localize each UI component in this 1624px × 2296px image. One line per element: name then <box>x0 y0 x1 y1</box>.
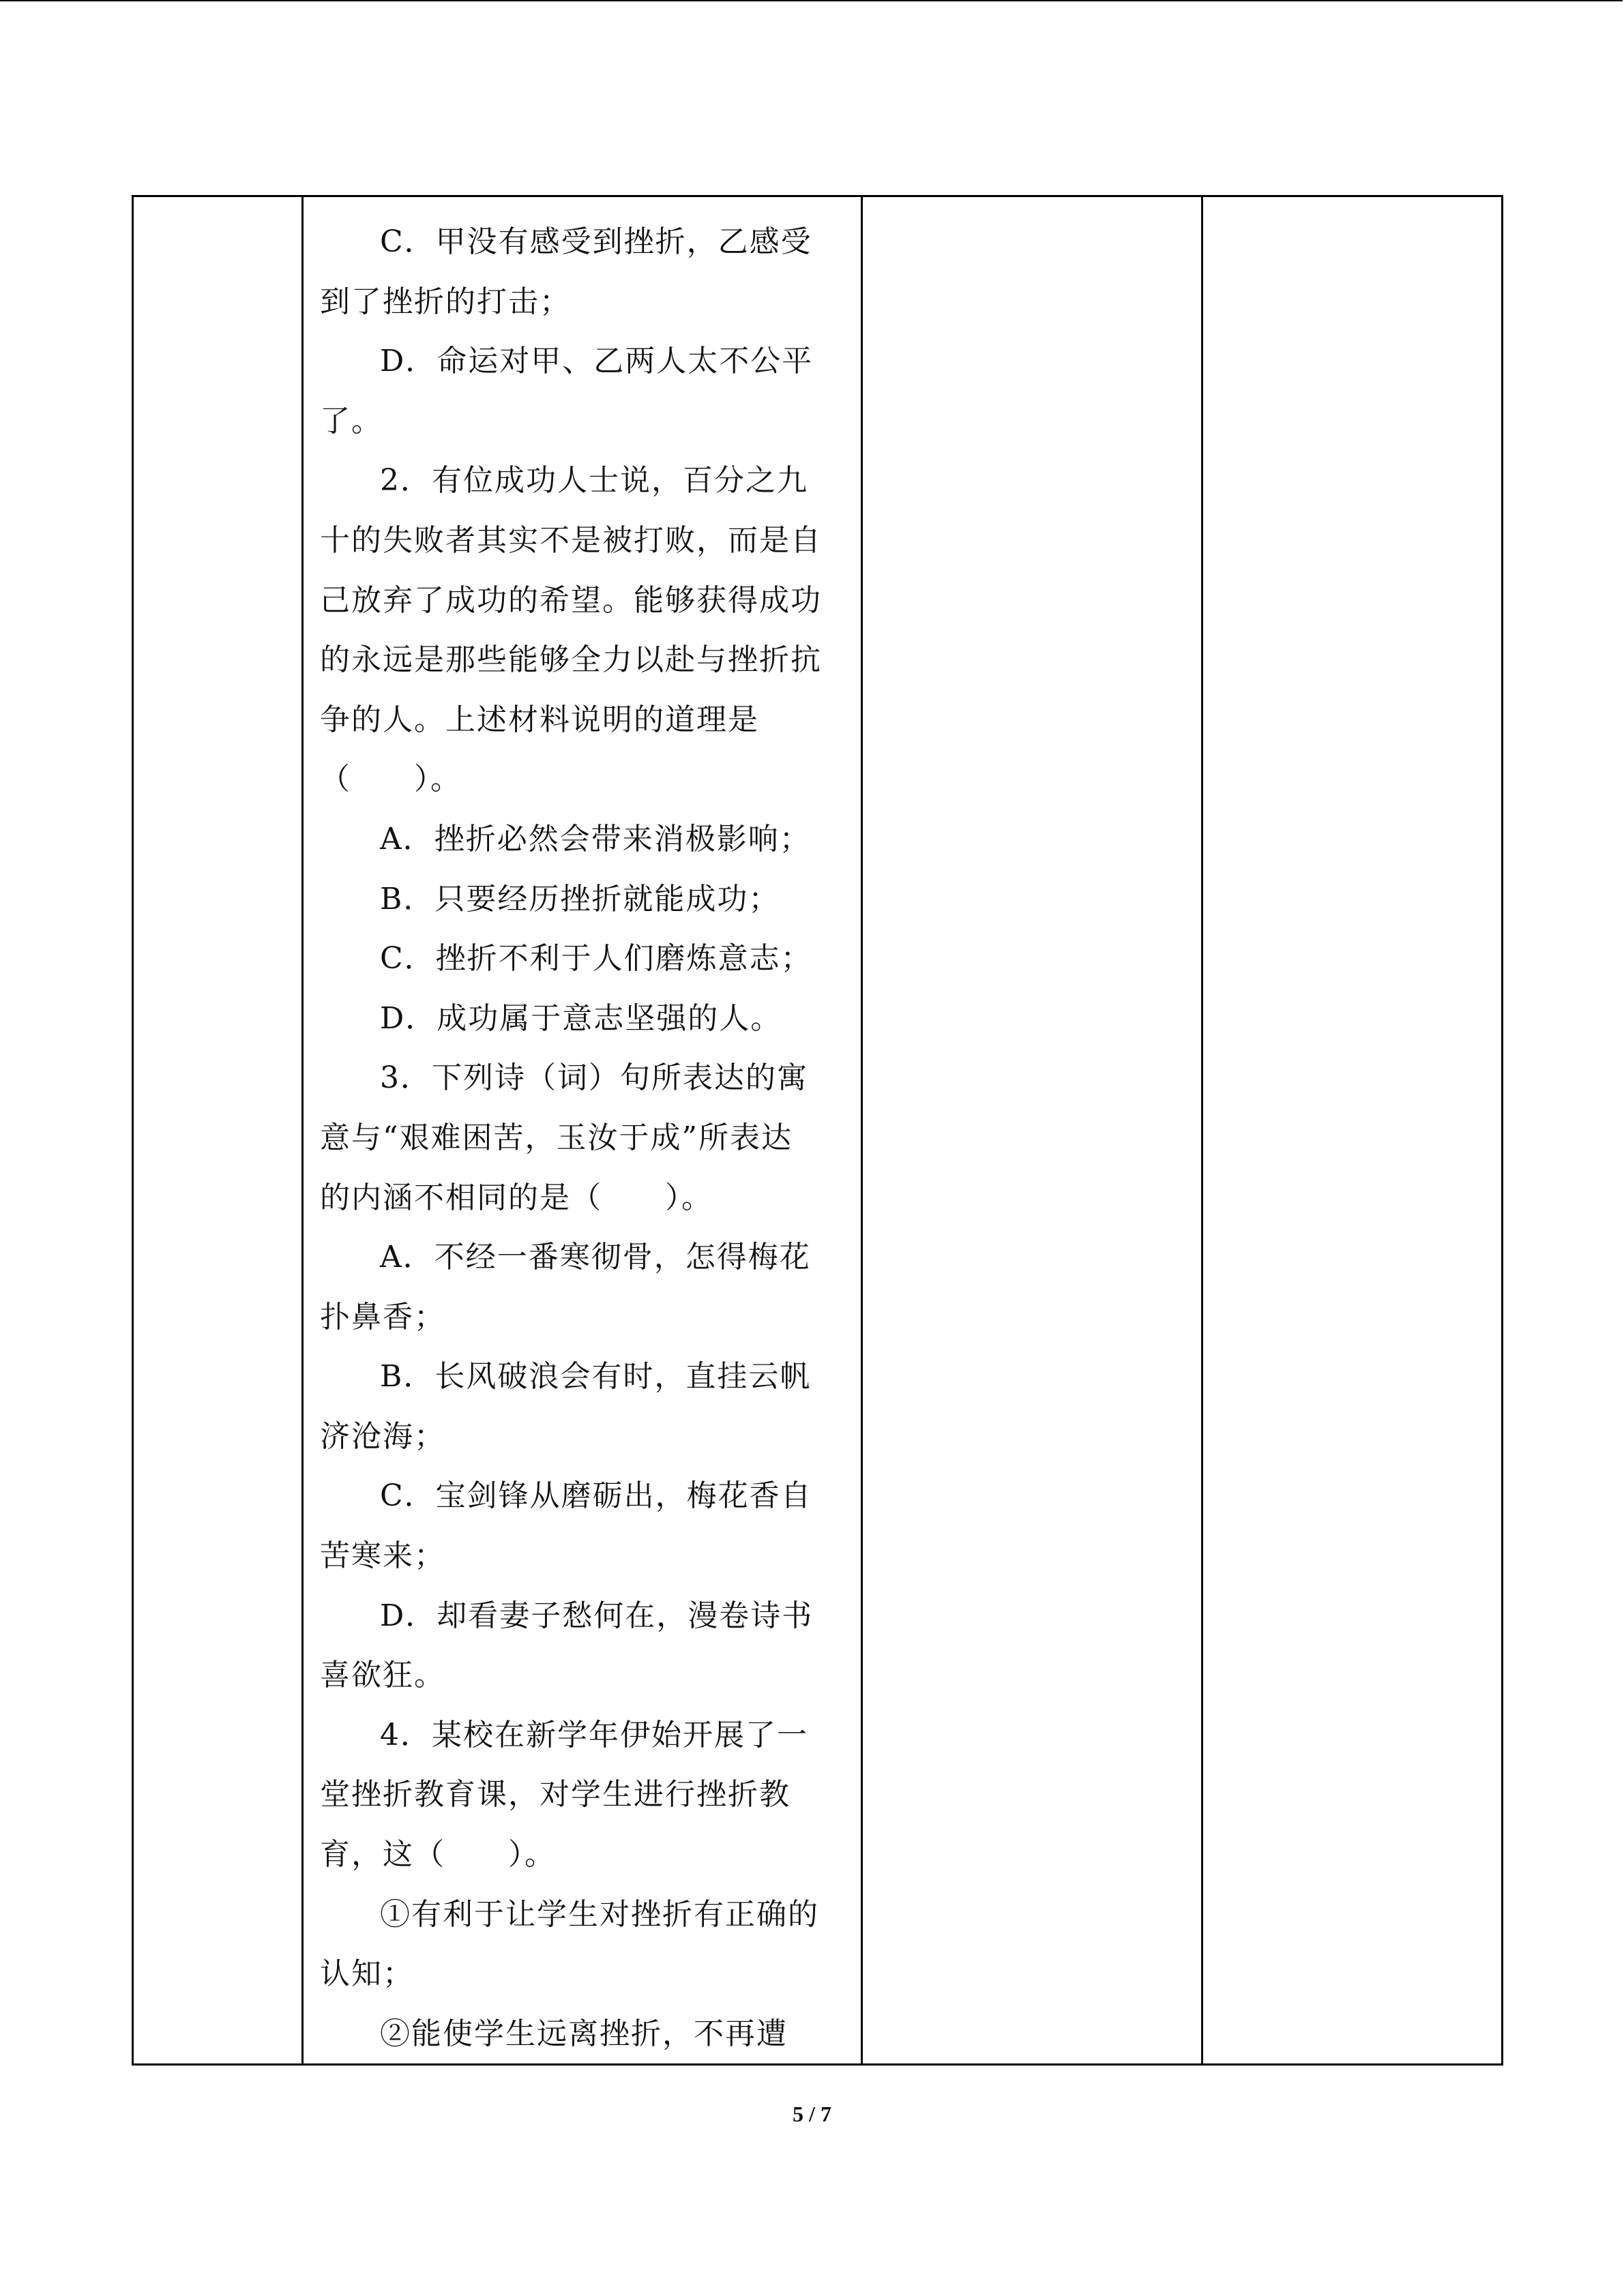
text-line: A．挫折必然会带来消极影响； <box>380 821 811 856</box>
text-line: 苦寒来； <box>320 1538 445 1574</box>
text-line: C．宝剑锋从磨砺出，梅花香自 <box>380 1478 812 1514</box>
column-1-cell <box>133 196 303 2065</box>
text-line: 了。 <box>320 403 383 438</box>
text-line: D．却看妻子愁何在，漫卷诗书 <box>380 1598 814 1633</box>
table-row <box>133 196 1503 2065</box>
text-line: 3．下列诗（词）句所表达的寓 <box>380 1060 808 1096</box>
text-line: ①有利于让学生对挫折有正确的 <box>380 1896 819 1932</box>
text-line: 2．有位成功人士说，百分之九 <box>380 463 808 498</box>
text-line: A．不经一番寒彻骨，怎得梅花 <box>380 1240 811 1275</box>
text-line: 到了挫折的打击； <box>320 284 571 319</box>
text-line: 喜欲狂。 <box>320 1658 445 1693</box>
text-line: 的永远是那些能够全力以赴与挫折抗 <box>320 642 822 678</box>
page-top-border <box>0 0 1623 1</box>
text-line: B．只要经历挫折就能成功； <box>380 881 780 916</box>
page-number: 5 / 7 <box>793 2102 831 2126</box>
column-3-cell <box>862 196 1202 2065</box>
text-line: 济沧海； <box>320 1418 445 1454</box>
text-line: 扑鼻香； <box>320 1299 445 1335</box>
text-line: （ ）。 <box>320 762 462 797</box>
text-line: D．命运对甲、乙两人太不公平 <box>380 344 814 379</box>
text-line: 堂挫折教育课，对学生进行挫折教 <box>320 1777 791 1813</box>
text-line: 认知； <box>320 1956 414 1992</box>
text-line: 的内涵不相同的是（ ）。 <box>320 1180 713 1215</box>
text-line: D．成功属于意志坚强的人。 <box>380 1000 782 1036</box>
text-line: 十的失败者其实不是被打败，而是自 <box>320 522 822 558</box>
text-line: 争的人。上述材料说明的道理是 <box>320 702 759 737</box>
text-line: C．甲没有感受到挫折，乙感受 <box>380 224 812 259</box>
text-line: 育，这（ ）。 <box>320 1837 556 1873</box>
lesson-table <box>132 195 1503 2066</box>
text-line: B．长风破浪会有时，直挂云帆 <box>380 1359 812 1395</box>
text-line: C．挫折不利于人们磨炼意志； <box>380 941 812 976</box>
text-line: 己放弃了成功的希望。能够获得成功 <box>320 582 822 618</box>
question-text <box>304 197 861 2063</box>
text-line: ②能使学生远离挫折，不再遭 <box>380 2016 788 2051</box>
content-cell <box>303 196 862 2065</box>
column-4-cell <box>1202 196 1503 2065</box>
text-line: 4．某校在新学年伊始开展了一 <box>380 1717 808 1753</box>
text-line: 意与“艰难困苦，玉汝于成”所表达 <box>320 1120 793 1155</box>
